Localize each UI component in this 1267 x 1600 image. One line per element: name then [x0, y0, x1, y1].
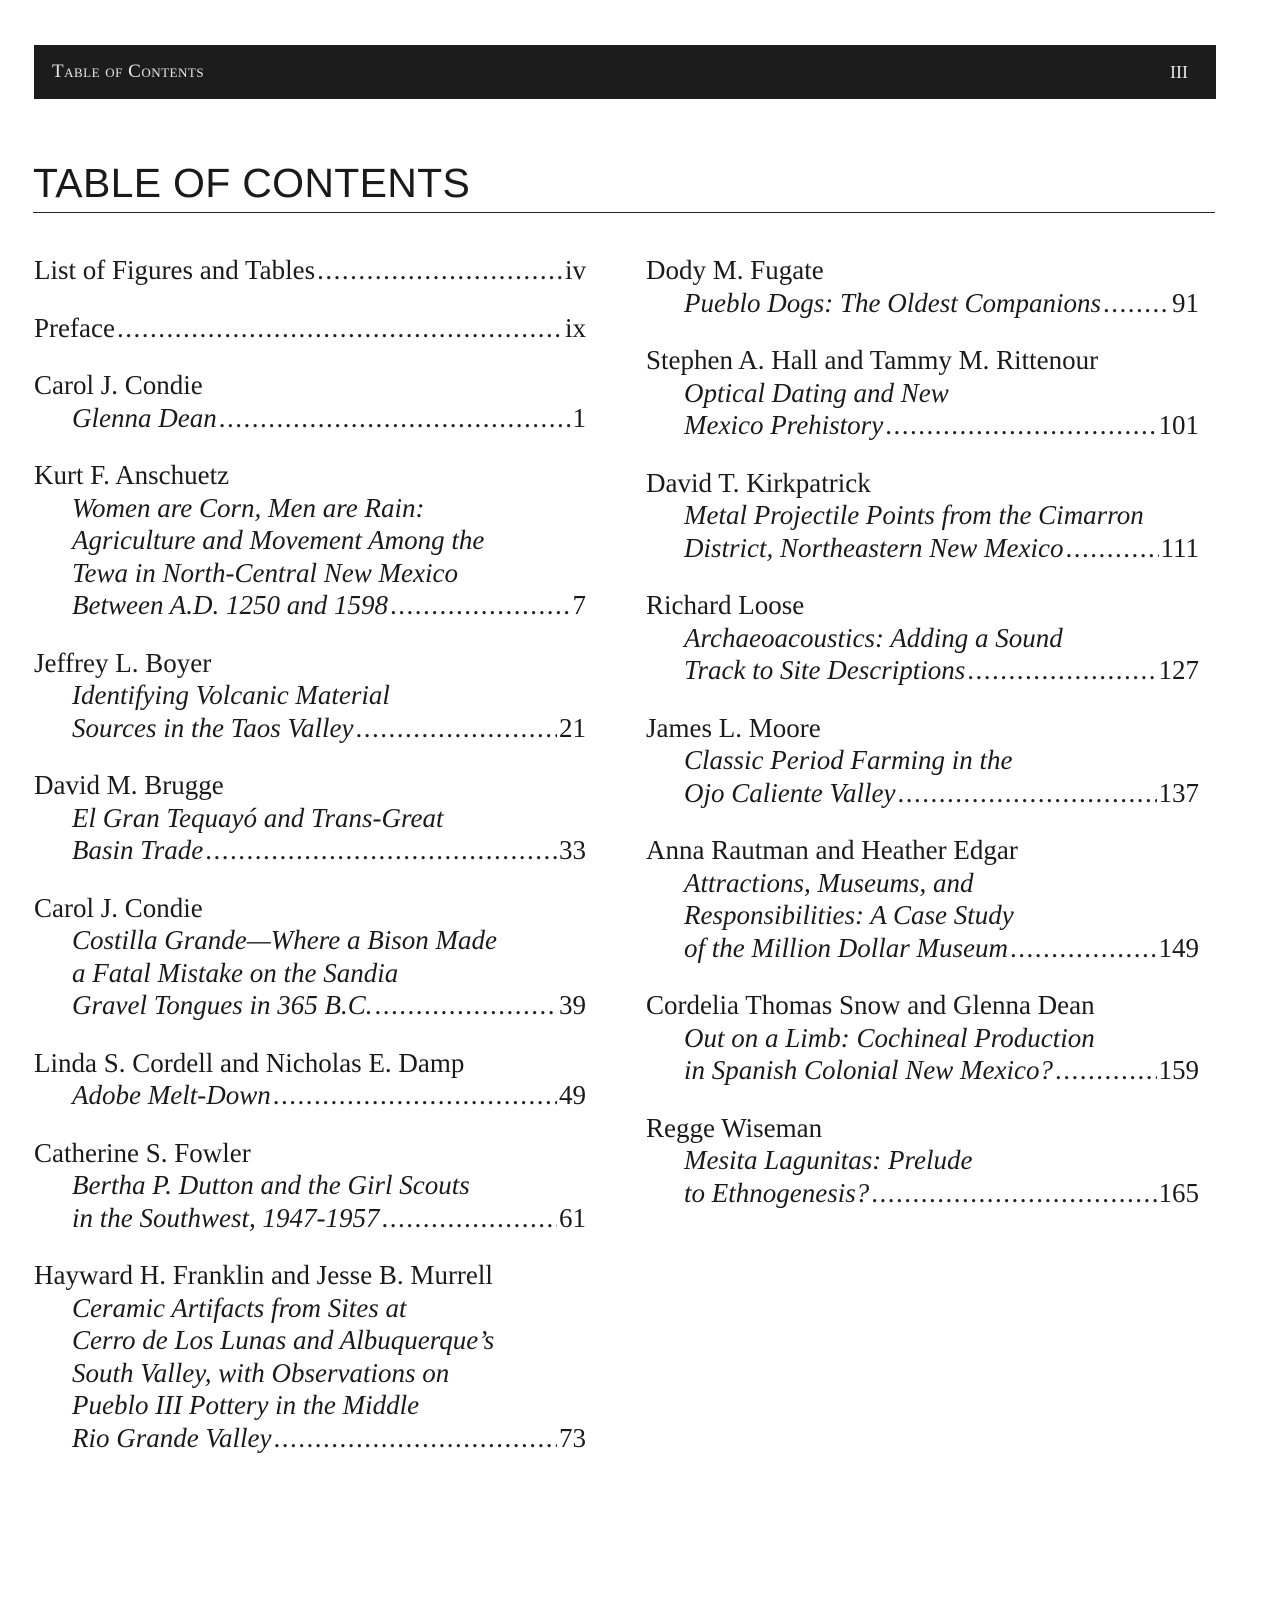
- toc-title-line: [72, 589, 586, 622]
- toc-title-line: [72, 1079, 586, 1112]
- toc-title-line: [72, 1422, 586, 1455]
- toc-entry[interactable]: [34, 1047, 586, 1112]
- dot-leader: [1055, 1054, 1157, 1087]
- toc-title-line: [72, 402, 586, 435]
- toc-title: [646, 287, 1199, 320]
- toc-title-text: District, Northeastern New Mexico: [684, 532, 1064, 563]
- toc-title-line: [34, 312, 586, 345]
- running-header: [34, 45, 1216, 99]
- toc-title: [646, 622, 1199, 687]
- toc-title-line: Ceramic Artifacts from Sites at: [72, 1292, 407, 1323]
- toc-title-line: [72, 989, 586, 1022]
- toc-author: Anna Rautman and Heather Edgar: [646, 835, 1018, 865]
- dot-leader: [273, 1079, 557, 1112]
- toc-title-text: in the Southwest, 1947-1957: [72, 1202, 380, 1233]
- toc-title-text: Mexico Prehistory: [684, 410, 884, 440]
- page-number: 159: [1158, 1055, 1199, 1085]
- dot-leader: [355, 712, 557, 745]
- page-number: 127: [1158, 655, 1199, 685]
- dot-leader: [897, 777, 1156, 810]
- toc-author: Regge Wiseman: [646, 1112, 823, 1143]
- toc-title-line: Pueblo III Pottery in the Middle: [72, 1390, 420, 1420]
- toc-entry[interactable]: [34, 459, 586, 622]
- toc-title-text: Gravel Tongues in 365 B.C.: [72, 990, 373, 1020]
- dot-leader: [381, 1202, 557, 1235]
- toc-entry[interactable]: [646, 344, 1199, 442]
- toc-title-line: Bertha P. Dutton and the Girl Scouts: [72, 1170, 470, 1200]
- toc-title-line: Identifying Volcanic Material: [72, 680, 390, 710]
- toc-title-text: Preface: [34, 312, 115, 343]
- dot-leader: [967, 654, 1156, 687]
- page-number: 73: [559, 1422, 586, 1453]
- toc-author: Carol J. Condie: [34, 370, 203, 400]
- dot-leader: [885, 409, 1156, 442]
- toc-entry[interactable]: [34, 1137, 586, 1235]
- toc-author: Carol J. Condie: [34, 892, 203, 923]
- toc-title-line: Attractions, Museums, and: [684, 867, 974, 898]
- toc-title-line: [684, 777, 1199, 810]
- toc-author: Hayward H. Franklin and Jesse B. Murrell: [34, 1260, 493, 1290]
- dot-leader: [317, 254, 563, 287]
- page-number: 39: [559, 990, 586, 1020]
- toc-entry[interactable]: [646, 712, 1199, 810]
- toc-title-line: [72, 834, 586, 867]
- toc-title-line: Tewa in North-Central New Mexico: [72, 557, 458, 588]
- toc-entry[interactable]: [34, 647, 586, 745]
- toc-title: [34, 1079, 586, 1112]
- toc-title-text: in Spanish Colonial New Mexico?: [684, 1055, 1053, 1085]
- page-number: 111: [1160, 532, 1199, 563]
- toc-title-line: Out on a Limb: Cochineal Production: [684, 1022, 1095, 1053]
- toc-title: [646, 744, 1199, 809]
- toc-title-line: Cerro de Los Lunas and Albuquerque’s: [72, 1325, 495, 1355]
- toc-title-line: [72, 1202, 586, 1235]
- toc-author: James L. Moore: [646, 712, 821, 743]
- toc-title-line: [684, 1054, 1199, 1087]
- page-number: 49: [559, 1080, 586, 1110]
- toc-entry[interactable]: [34, 769, 586, 867]
- toc-entry[interactable]: [646, 834, 1199, 964]
- page-number: 33: [559, 835, 586, 865]
- toc-title-line: [684, 287, 1199, 320]
- toc-author: Cordelia Thomas Snow and Glenna Dean: [646, 990, 1095, 1020]
- toc-title-line: Responsibilities: A Case Study: [684, 900, 1014, 930]
- page-number: ix: [564, 312, 586, 343]
- page-number: 101: [1158, 410, 1199, 440]
- toc-title-line: Optical Dating and New: [684, 377, 949, 408]
- toc-title: [646, 867, 1199, 965]
- toc-title-text: Basin Trade: [72, 835, 204, 865]
- page-number: 61: [559, 1202, 586, 1233]
- toc-title: [646, 499, 1199, 564]
- toc-title-text: List of Figures and Tables: [34, 255, 316, 285]
- dot-leader: [117, 312, 563, 345]
- toc-title-line: [684, 932, 1199, 965]
- toc-title-line: South Valley, with Observations on: [72, 1357, 450, 1388]
- toc-title: [34, 492, 586, 622]
- toc-title: [646, 1144, 1199, 1209]
- toc-title-line: Archaeoacoustics: Adding a Sound: [684, 622, 1063, 653]
- page-number: iv: [564, 255, 586, 285]
- toc-title-text: Rio Grande Valley: [72, 1422, 272, 1453]
- toc-author: Catherine S. Fowler: [34, 1137, 251, 1168]
- toc-title-line: El Gran Tequayó and Trans-Great: [72, 802, 444, 833]
- toc-title-line: [72, 712, 586, 745]
- toc-title-line: Women are Corn, Men are Rain:: [72, 492, 425, 523]
- toc-entry[interactable]: [646, 589, 1199, 687]
- dot-leader: [205, 834, 557, 867]
- toc-right-column: [646, 254, 1199, 1234]
- toc-title: [646, 1022, 1199, 1087]
- toc-title-text: Glenna Dean: [72, 402, 217, 433]
- toc-entry[interactable]: [34, 369, 586, 434]
- toc-title-line: Mesita Lagunitas: Prelude: [684, 1145, 973, 1175]
- toc-title-text: Pueblo Dogs: The Oldest Companions: [684, 287, 1101, 318]
- dot-leader: [871, 1177, 1156, 1210]
- toc-title-text: of the Million Dollar Museum: [684, 932, 1008, 963]
- toc-title-text: to Ethnogenesis?: [684, 1177, 870, 1208]
- toc-title-line: [684, 532, 1199, 565]
- dot-leader: [1065, 532, 1158, 565]
- dot-leader: [1103, 287, 1170, 320]
- page-number: 165: [1158, 1177, 1199, 1208]
- toc-title-line: Classic Period Farming in the: [684, 745, 1013, 775]
- page-number: 21: [559, 712, 586, 743]
- toc-entry[interactable]: [34, 312, 586, 345]
- toc-title: [646, 377, 1199, 442]
- running-header-title: Table of Contents: [52, 61, 205, 82]
- toc-title-text: Ojo Caliente Valley: [684, 777, 896, 808]
- toc-author: David T. Kirkpatrick: [646, 467, 871, 498]
- page-number: 149: [1158, 932, 1199, 963]
- toc-title-line: [34, 254, 586, 287]
- running-header-page-number: III: [1170, 61, 1188, 82]
- toc-title-text: Between A.D. 1250 and 1598: [72, 590, 388, 620]
- toc-title-line: [684, 1177, 1199, 1210]
- toc-title: [34, 1292, 586, 1455]
- toc-title-line: Costilla Grande—Where a Bison Made: [72, 925, 497, 955]
- toc-entry[interactable]: [34, 1259, 586, 1454]
- toc-title-line: [684, 654, 1199, 687]
- dot-leader: [375, 989, 557, 1022]
- page-number: 7: [572, 590, 586, 620]
- toc-title-line: Metal Projectile Points from the Cimarron: [684, 500, 1144, 530]
- dot-leader: [390, 589, 571, 622]
- page-number: 1: [572, 402, 586, 433]
- toc-title-line: Agriculture and Movement Among the: [72, 525, 485, 555]
- toc-title-text: Track to Site Descriptions: [684, 655, 966, 685]
- page-title: TABLE OF CONTENTS: [33, 160, 471, 206]
- toc-title: [34, 802, 586, 867]
- toc-entry[interactable]: [34, 892, 586, 1022]
- toc-entry[interactable]: [646, 989, 1199, 1087]
- toc-title: [34, 679, 586, 744]
- toc-title: [34, 924, 586, 1022]
- toc-author: Richard Loose: [646, 590, 805, 620]
- dot-leader: [1010, 932, 1157, 965]
- toc-author: Kurt F. Anschuetz: [34, 460, 230, 490]
- toc-author: David M. Brugge: [34, 770, 224, 800]
- page-number: 91: [1172, 287, 1199, 318]
- toc-title: [34, 1169, 586, 1234]
- toc-entry[interactable]: [646, 467, 1199, 565]
- toc-title-line: [684, 409, 1199, 442]
- toc-title-line: a Fatal Mistake on the Sandia: [72, 957, 399, 988]
- toc-author: Linda S. Cordell and Nicholas E. Damp: [34, 1047, 465, 1078]
- toc-title-text: Sources in the Taos Valley: [72, 712, 354, 743]
- toc-entry[interactable]: [646, 1112, 1199, 1210]
- toc-author: Stephen A. Hall and Tammy M. Rittenour: [646, 345, 1099, 375]
- toc-left-column: [34, 254, 586, 1479]
- page-number: 137: [1158, 777, 1199, 808]
- toc-author: Jeffrey L. Boyer: [34, 647, 212, 678]
- toc-title: [34, 402, 586, 435]
- title-divider: [33, 212, 1215, 213]
- dot-leader: [273, 1422, 557, 1455]
- dot-leader: [219, 402, 571, 435]
- toc-author: Dody M. Fugate: [646, 255, 824, 285]
- toc-title-text: Adobe Melt-Down: [72, 1080, 271, 1110]
- toc-entry[interactable]: [34, 254, 586, 287]
- toc-entry[interactable]: [646, 254, 1199, 319]
